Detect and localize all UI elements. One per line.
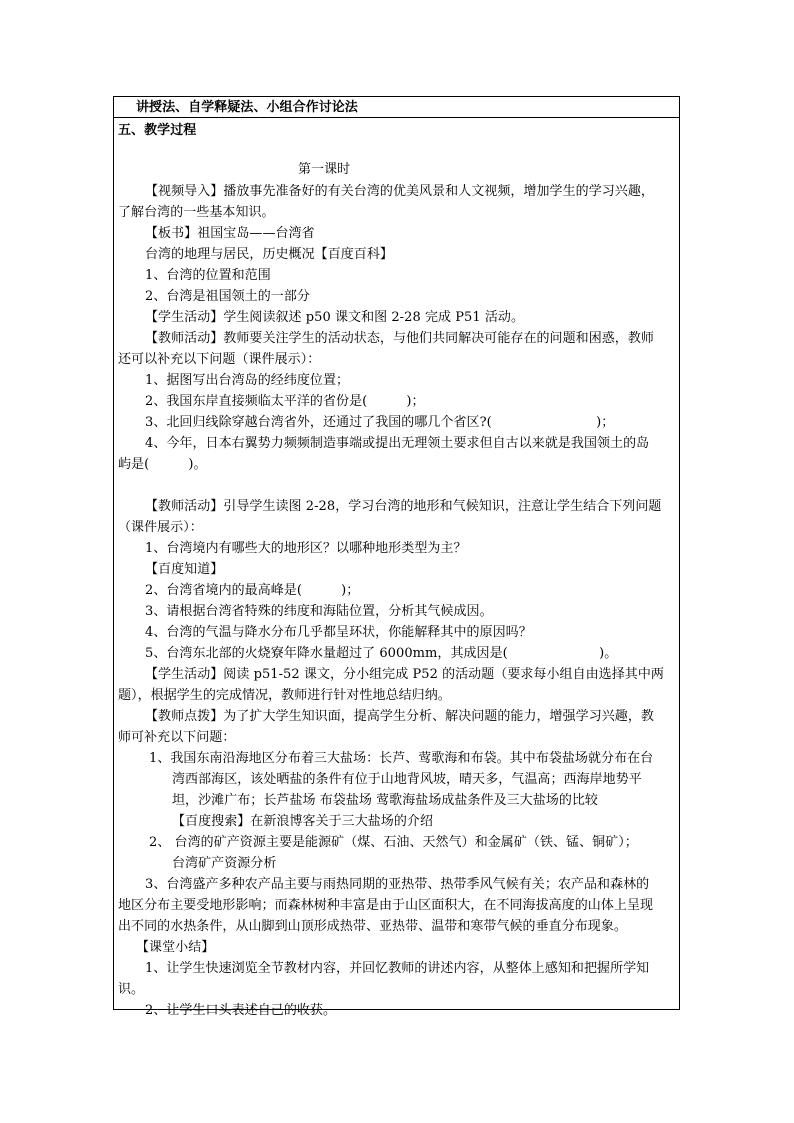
list-item-cont: 地区分布主要受地形影响；而森林树种丰富是由于山区面积大，在不同海拔高度的山体上呈现 — [118, 898, 654, 913]
para-class-summary: 【课堂小结】 — [136, 940, 215, 955]
para-teacher-activity: 【教师活动】教师要关注学生的活动状态，与他们共同解决可能存在的问题和困惑，教师 — [145, 331, 654, 346]
para-teacher-activity-cont: 还可以补充以下问题（课件展示）： — [118, 352, 321, 367]
list-item-cont: 屿是( )。 — [118, 457, 207, 472]
list-item: 1、让学生快速浏览全节教材内容，并回忆教师的讲述内容，从整体上感知和把握所学知 — [145, 961, 650, 976]
para-baidu-zhidao: 【百度知道】 — [145, 562, 224, 577]
para-student-activity-2: 【学生活动】阅读 p51-52 课文，分小组完成 P52 的活动题（要求每小组自由选择其中两 — [145, 667, 664, 682]
lesson-heading: 第一课时 — [298, 162, 351, 177]
list-item: 1、据图写出台湾岛的经纬度位置； — [145, 373, 350, 388]
list-item-cont: 台湾矿产资源分析 — [172, 856, 277, 871]
list-item: 5、台湾东北部的火烧寮年降水量超过了 6000mm，其成因是( )。 — [145, 646, 618, 661]
list-item: 2、 台湾的矿产资源主要是能源矿（煤、石油、天然气）和金属矿（铁、锰、铜矿）； — [149, 835, 638, 850]
para-geo-overview: 台湾的地理与居民，历史概况【百度百科】 — [145, 247, 393, 262]
para-student-activity: 【学生活动】学生阅读叙述 p50 课文和图 2-28 完成 P51 活动。 — [145, 310, 525, 325]
list-item-cont: 坦，沙滩广布；长芦盐场 布袋盐场 莺歌海盐场成盐条件及三大盐场的比较 — [172, 793, 598, 808]
list-item: 3、台湾盛产多种农产品主要与雨热同期的亚热带、热带季风气候有关；农产品和森林的 — [145, 877, 650, 892]
para-video-intro: 【视频导入】播放事先准备好的有关台湾的优美风景和人文视频，增加学生的学习兴趣， — [145, 184, 654, 199]
para-teacher-activity-2: 【教师活动】引导学生读图 2-28，学习台湾的地形和气候知识，注意让学生结合下列问题 — [145, 499, 662, 514]
list-item: 1、台湾的位置和范围 — [145, 268, 271, 283]
list-item: 2、我国东岸直接频临太平洋的省份是( )； — [145, 394, 425, 409]
para-baidu-search: 【百度搜索】在新浪博客关于三大盐场的介绍 — [172, 814, 434, 829]
list-item-cont: 识。 — [118, 982, 145, 997]
list-item: 2、台湾是祖国领土的一部分 — [145, 289, 310, 304]
list-item-cont: 出不同的水热条件，从山脚到山顶形成热带、亚热带、温带和寒带气候的垂直分布现象。 — [118, 919, 627, 934]
list-item: 2、让学生口头表述自己的收获。 — [145, 1003, 337, 1018]
list-item: 1、台湾境内有哪些大的地形区？以哪种地形类型为主？ — [145, 541, 467, 556]
list-item: 2、台湾省境内的最高峰是( )； — [145, 583, 360, 598]
section-title: 五、教学过程 — [118, 123, 197, 138]
list-item: 3、请根据台湾省特殊的纬度和海陆位置，分析其气候成因。 — [145, 604, 493, 619]
list-item: 3、北回归线除穿越台湾省外，还通过了我国的哪几个省区?( )； — [145, 415, 615, 430]
para-teacher-activity-2-cont: （课件展示）： — [118, 520, 203, 535]
para-student-activity-2-cont: 题），根据学生的完成情况，教师进行针对性地总结归纳。 — [118, 688, 451, 703]
methods-row: 讲授法、自学释疑法、小组合作讨论法 — [136, 100, 358, 115]
para-video-intro-cont: 了解台湾的一些基本知识。 — [118, 205, 275, 220]
list-item-cont: 湾西部海区，该处晒盐的条件有位于山地背风坡，晴天多，气温高；西海岸地势平 — [172, 772, 642, 787]
list-item: 1、我国东南沿海地区分布着三大盐场：长芦、莺歌海和布袋。其中布袋盐场就分布在台 — [149, 751, 654, 766]
row-divider — [114, 117, 679, 118]
para-teacher-hint: 【教师点拨】为了扩大学生知识面，提高学生分析、解决问题的能力，增强学习兴趣，教 — [145, 709, 654, 724]
para-teacher-hint-cont: 师可补充以下问题： — [118, 730, 236, 745]
para-board: 【板书】祖国宝岛——台湾省 — [145, 226, 315, 241]
list-item: 4、今年，日本右翼势力频频制造事端或提出无理领土要求但自古以来就是我国领土的岛 — [145, 436, 650, 451]
list-item: 4、台湾的气温与降水分布几乎都呈环状，你能解释其中的原因吗？ — [145, 625, 532, 640]
